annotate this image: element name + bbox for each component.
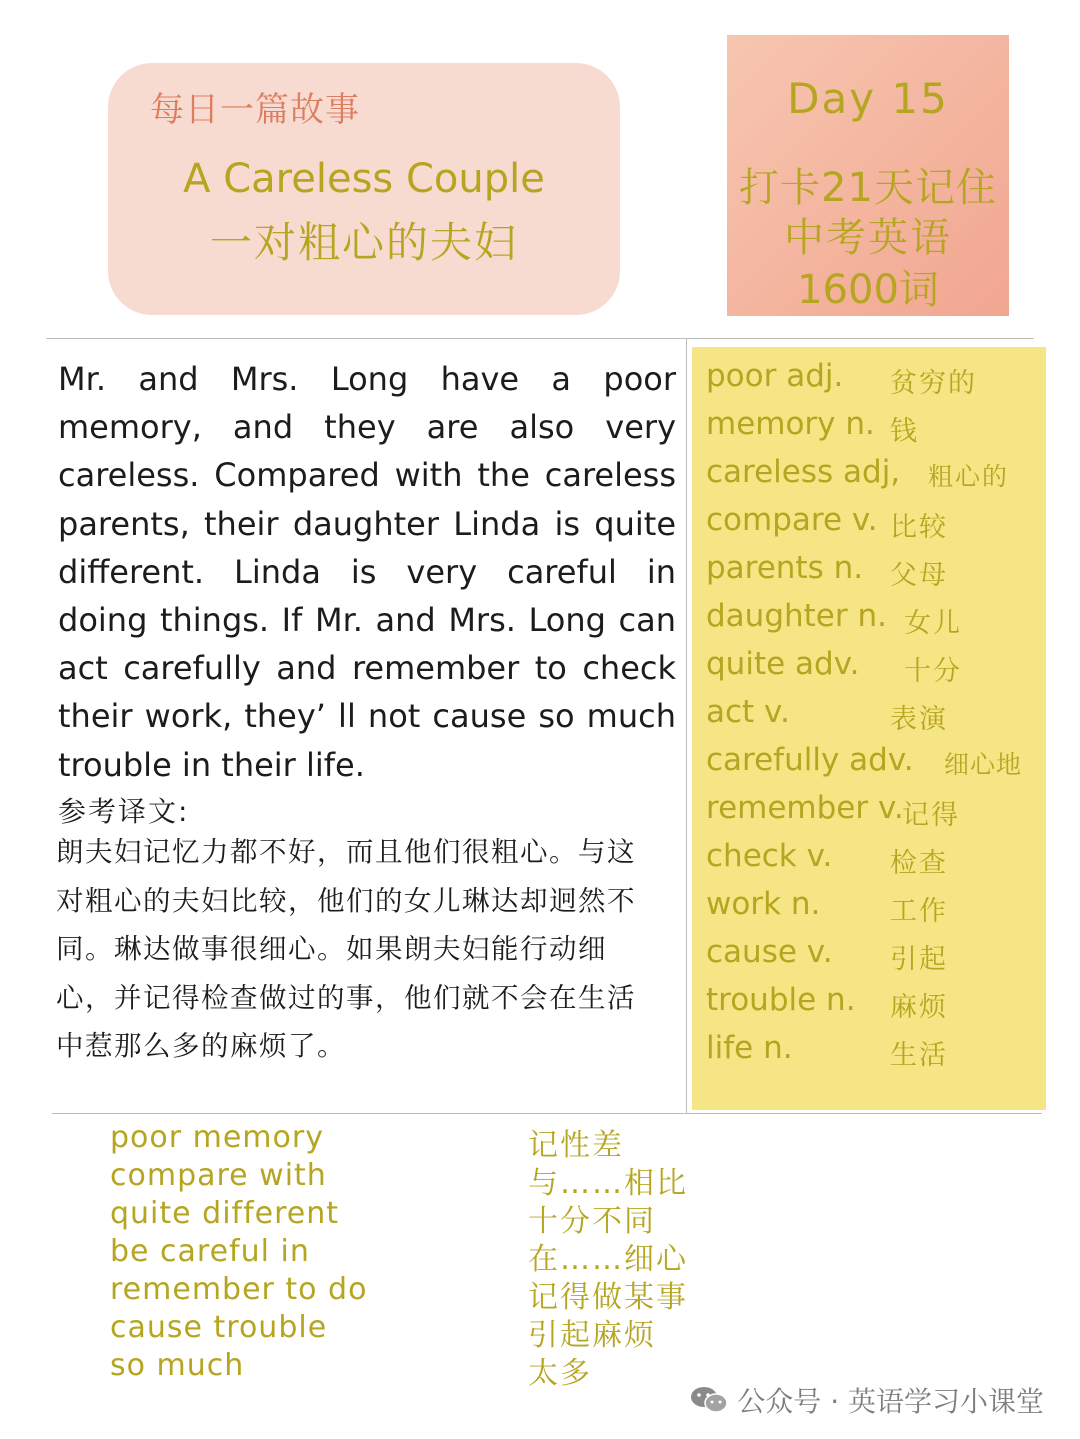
vocab-row — [706, 502, 1044, 550]
phrase-chinese: 记得做某事 — [528, 1280, 688, 1315]
vocab-term: check v. — [706, 838, 833, 874]
vocab-row — [706, 454, 1044, 502]
vocab-meaning: 生活 — [890, 1040, 948, 1071]
vocab-term: carefully adv. — [706, 742, 914, 778]
vocab-meaning: 钱 — [890, 416, 919, 447]
vocab-meaning: 父母 — [890, 560, 948, 591]
vocab-row — [706, 742, 1044, 790]
vocab-term: quite adv. — [706, 646, 860, 682]
phrase-chinese: 太多 — [528, 1356, 592, 1391]
day-card-line: 1600词 — [797, 267, 939, 313]
vocab-term: cause v. — [706, 934, 833, 970]
vocab-meaning: 麻烦 — [890, 992, 948, 1023]
story-passage-chinese: 朗夫妇记忆力都不好，而且他们很粗心。与这对粗心的夫妇比较，他们的女儿琳达却迥然不同。琳达做事很细心。如果朗夫妇能行动细心，并记得检查做过的事，他们就不会在生活中惹那么多的麻烦了。 — [56, 836, 636, 1063]
vocab-meaning: 工作 — [890, 896, 948, 927]
phrase-chinese: 在……细心 — [528, 1242, 688, 1277]
watermark-text: 公众号 · 英语学习小课堂 — [737, 1385, 1044, 1418]
vocab-term: poor adj. — [706, 358, 844, 394]
vocab-meaning: 贫穷的 — [890, 368, 977, 399]
vocab-term: parents n. — [706, 550, 864, 586]
phrase-english: cause trouble — [110, 1310, 328, 1345]
story-title-chinese: 一对粗心的夫妇 — [209, 218, 518, 267]
divider — [46, 338, 1034, 339]
vocab-row — [706, 1030, 1044, 1078]
vocab-term: compare v. — [706, 502, 878, 538]
series-label: 每日一篇故事 — [150, 90, 360, 130]
phrase-chinese: 引起麻烦 — [528, 1318, 656, 1353]
vocab-meaning: 粗心的 — [928, 462, 1010, 491]
story-title-english: A Careless Couple — [183, 156, 545, 202]
vocab-meaning: 表演 — [890, 704, 948, 735]
vocab-term: remember v. — [706, 790, 904, 826]
vocab-row — [706, 694, 1044, 742]
vocab-row — [706, 790, 1044, 838]
divider — [52, 1113, 1042, 1114]
watermark — [689, 1380, 1044, 1420]
vocab-meaning: 十分 — [904, 656, 962, 687]
vocab-term: work n. — [706, 886, 821, 922]
vocab-row — [706, 838, 1044, 886]
phrase-english: be careful in — [110, 1234, 310, 1269]
vocab-meaning: 女儿 — [904, 608, 962, 639]
vocab-term: trouble n. — [706, 982, 856, 1018]
day-number: Day 15 — [787, 74, 949, 123]
vocab-term: daughter n. — [706, 598, 887, 634]
vocab-meaning: 记得 — [902, 800, 960, 831]
vocab-meaning: 引起 — [890, 944, 948, 975]
phrase-english: quite different — [110, 1196, 340, 1231]
phrase-english: poor memory — [110, 1120, 324, 1155]
vocab-term: act v. — [706, 694, 790, 730]
vocab-row — [706, 406, 1044, 454]
vocab-row — [706, 598, 1044, 646]
vocab-row — [706, 358, 1044, 406]
vocab-row — [706, 550, 1044, 598]
vocab-term: memory n. — [706, 406, 875, 442]
vocab-meaning: 细心地 — [944, 750, 1023, 779]
vocab-meaning: 检查 — [890, 848, 948, 879]
phrase-english: remember to do — [110, 1272, 368, 1307]
phrase-chinese: 十分不同 — [528, 1204, 656, 1239]
translation-label: 参考译文: — [58, 795, 190, 828]
vocab-term: careless adj, — [706, 454, 901, 490]
vocab-row — [706, 934, 1044, 982]
phrase-english: so much — [110, 1348, 245, 1383]
vocab-row — [706, 646, 1044, 694]
day-card-line: 打卡21天记住 — [739, 165, 997, 211]
vocab-term: life n. — [706, 1030, 793, 1066]
vocab-row — [706, 886, 1044, 934]
vocab-meaning: 比较 — [890, 512, 948, 543]
phrase-chinese: 记性差 — [528, 1128, 624, 1163]
phrase-chinese: 与……相比 — [528, 1166, 688, 1201]
day-card-line: 中考英语 — [784, 215, 952, 261]
story-passage-english: Mr. and Mrs. Long have a poor memory, and they are also very careless. Compared with the careless parents, their daughter Linda is quite different. Linda is very careful in doing things. If Mr. and Mrs. Long can act carefully and remember to check their work, they’ ll not cause so much trouble in their life. — [58, 360, 676, 784]
phrase-english: compare with — [110, 1158, 327, 1193]
vocab-row — [706, 982, 1044, 1030]
divider — [686, 338, 687, 1114]
wechat-icon — [689, 1385, 729, 1415]
